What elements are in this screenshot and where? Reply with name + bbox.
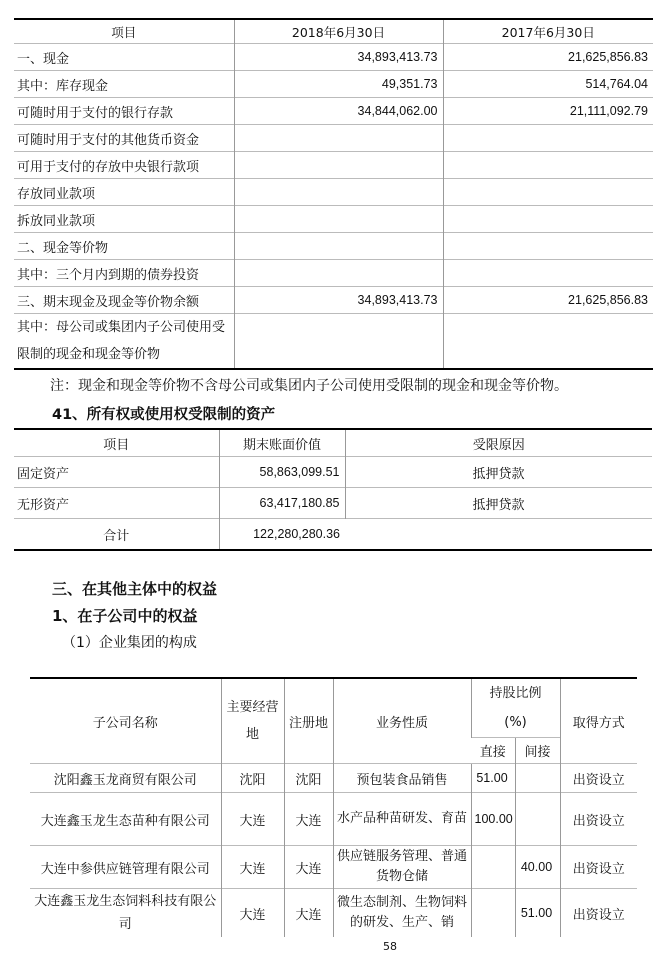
row-item: 其中：母公司或集团内子公司使用受限制的现金和现金等价物 [14, 314, 234, 370]
row-direct: 100.00 [471, 793, 515, 846]
table-row [14, 457, 652, 488]
header-indirect: 间接 [515, 738, 560, 764]
row-business: 微生态制剂、生物饲料的研发、生产、销 [333, 889, 471, 938]
table-row [30, 764, 637, 793]
row-acquire: 出资设立 [560, 793, 637, 846]
row-reg-place: 大连 [284, 793, 333, 846]
row-value-2017 [443, 206, 653, 233]
subsection-1-title: 1、在子公司中的权益 [52, 607, 198, 625]
row-main-place: 沈阳 [221, 764, 284, 793]
row-value-2017 [443, 314, 653, 370]
row-indirect: 40.00 [515, 846, 560, 889]
row-item: 一、现金 [14, 44, 234, 71]
row-value-2017 [443, 233, 653, 260]
table-row [14, 260, 653, 287]
row-value-2018 [234, 206, 443, 233]
table-row [14, 98, 653, 125]
row-reg-place: 沈阳 [284, 764, 333, 793]
header-main-place: 主要经营地 [221, 678, 284, 764]
header-share-unit: (%) [504, 715, 527, 730]
cash-note: 注：现金和现金等价物不含母公司或集团内子公司使用受限制的现金和现金等价物。 [50, 378, 568, 394]
header-reason: 受限原因 [345, 429, 652, 457]
header-2018: 2018年6月30日 [234, 19, 443, 44]
row-value-2017 [443, 125, 653, 152]
table-row-total [14, 519, 652, 551]
cash-equivalents-table [14, 18, 653, 370]
row-reg-place: 大连 [284, 846, 333, 889]
row-name: 沈阳鑫玉龙商贸有限公司 [30, 764, 221, 793]
row-value-2018: 34,893,413.73 [234, 44, 443, 71]
header-reg-place: 注册地 [284, 678, 333, 764]
row-value-2018 [234, 152, 443, 179]
row-value: 63,417,180.85 [219, 488, 345, 519]
row-indirect [515, 793, 560, 846]
row-main-place: 大连 [221, 793, 284, 846]
row-indirect [515, 764, 560, 793]
row-item: 可随时用于支付的银行存款 [14, 98, 234, 125]
table-row [14, 206, 653, 233]
row-value-2017: 21,625,856.83 [443, 287, 653, 314]
subsidiary-table [30, 677, 637, 937]
table-row [30, 889, 637, 938]
section-3-title: 三、在其他主体中的权益 [52, 580, 218, 598]
header-value: 期末账面价值 [219, 429, 345, 457]
row-item: 可用于支付的存放中央银行款项 [14, 152, 234, 179]
row-reason [345, 519, 652, 551]
header-item: 项目 [103, 437, 130, 453]
row-business: 预包装食品销售 [333, 764, 471, 793]
row-business: 水产品种苗研发、育苗 [333, 793, 471, 846]
row-value-2018 [234, 179, 443, 206]
row-acquire: 出资设立 [560, 889, 637, 938]
row-item: 拆放同业款项 [14, 206, 234, 233]
row-reg-place: 大连 [284, 889, 333, 938]
row-value-2018: 34,893,413.73 [234, 287, 443, 314]
row-acquire: 出资设立 [560, 846, 637, 889]
row-direct [471, 889, 515, 938]
table-row [14, 152, 653, 179]
header-share-ratio-label: 持股比例 [489, 686, 542, 701]
row-direct [471, 846, 515, 889]
row-value-2018 [234, 233, 443, 260]
row-acquire: 出资设立 [560, 764, 637, 793]
row-item: 其中：三个月内到期的债券投资 [14, 260, 234, 287]
row-item: 存放同业款项 [14, 179, 234, 206]
row-value-2017 [443, 179, 653, 206]
row-main-place: 大连 [221, 889, 284, 938]
row-item: 三、期末现金及现金等价物余额 [14, 287, 234, 314]
row-name: 大连鑫玉龙生态饲料科技有限公司 [30, 889, 221, 938]
row-reason: 抵押贷款 [345, 457, 652, 488]
table-row [14, 233, 653, 260]
row-value-2017 [443, 152, 653, 179]
row-item: 其中：库存现金 [14, 71, 234, 98]
row-reason: 抵押贷款 [345, 488, 652, 519]
header-direct: 直接 [471, 738, 515, 764]
row-value-2017 [443, 260, 653, 287]
table-row [30, 793, 637, 846]
table-row [14, 488, 652, 519]
row-item: 可随时用于支付的其他货币资金 [14, 125, 234, 152]
header-share-ratio [471, 678, 560, 738]
row-item: 无形资产 [14, 488, 219, 519]
table-row [14, 125, 653, 152]
row-value-2018: 49,351.73 [234, 71, 443, 98]
table-row [14, 71, 653, 98]
row-value-2017: 514,764.04 [443, 71, 653, 98]
table-header-row [30, 678, 637, 738]
subsection-1-1-title: （1）企业集团的构成 [62, 635, 197, 651]
row-name: 大连鑫玉龙生态苗种有限公司 [30, 793, 221, 846]
header-2017: 2017年6月30日 [443, 19, 653, 44]
table-header-row [14, 19, 653, 44]
table-header-row [14, 429, 652, 457]
row-value-2018 [234, 314, 443, 370]
row-value: 122,280,280.36 [219, 519, 345, 551]
table-row [30, 846, 637, 889]
table-row [14, 287, 653, 314]
row-business: 供应链服务管理、普通货物仓储 [333, 846, 471, 889]
row-item: 合计 [14, 519, 219, 551]
header-item: 项目 [111, 24, 137, 40]
row-direct: 51.00 [471, 764, 515, 793]
header-name: 子公司名称 [92, 715, 158, 731]
row-value-2017: 21,625,856.83 [443, 44, 653, 71]
row-item: 固定资产 [14, 457, 219, 488]
row-value-2018 [234, 260, 443, 287]
row-value-2018 [234, 125, 443, 152]
row-indirect: 51.00 [515, 889, 560, 938]
table-row [14, 179, 653, 206]
section-41-title: 41、所有权或使用权受限制的资产 [52, 407, 276, 423]
row-value: 58,863,099.51 [219, 457, 345, 488]
page-number: 58 [383, 940, 397, 953]
restricted-assets-table [14, 428, 652, 551]
table-row [14, 314, 653, 370]
row-item: 二、现金等价物 [14, 233, 234, 260]
table-row [14, 44, 653, 71]
header-acquire: 取得方式 [560, 678, 637, 764]
row-value-2017: 21,111,092.79 [443, 98, 653, 125]
row-name: 大连中参供应链管理有限公司 [30, 846, 221, 889]
row-main-place: 大连 [221, 846, 284, 889]
header-business: 业务性质 [333, 678, 471, 764]
row-value-2018: 34,844,062.00 [234, 98, 443, 125]
